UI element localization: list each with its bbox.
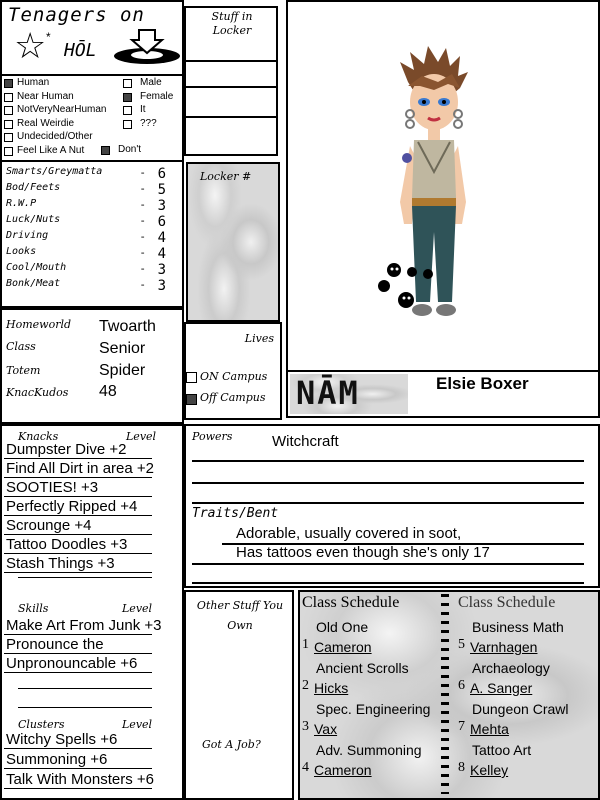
powers-line (192, 482, 584, 484)
powers-label: Powers (192, 430, 233, 443)
knack-item-underline (4, 496, 152, 497)
cluster-item: Talk With Monsters +6 (6, 771, 154, 788)
name-label: NĀM (296, 374, 360, 412)
species-label: Real Weirdie (17, 117, 75, 129)
off-campus-label: Off Campus (200, 391, 266, 404)
gender-label: It (140, 104, 146, 116)
stat-label: Luck/Nuts (6, 214, 61, 225)
small-star-icon: * (46, 30, 51, 44)
species-label: Near Human (17, 90, 74, 102)
skill-item-underline (4, 653, 152, 654)
stat-dash: - (139, 278, 146, 291)
knack-item-underline (4, 572, 152, 573)
knack-item-underline (4, 553, 152, 554)
stat-value: 5 (157, 182, 166, 198)
locker-line (186, 60, 276, 62)
off-campus-checkbox[interactable] (186, 394, 197, 405)
stat-value: 3 (157, 198, 166, 214)
gender-label: Don't (118, 144, 142, 155)
character-portrait (288, 2, 598, 370)
schedule-professor: Cameron (314, 639, 372, 655)
knack-item: Perfectly Ripped +4 (6, 498, 138, 515)
locker-label: Locker # (200, 170, 252, 183)
stat-row (6, 214, 166, 230)
stat-value: 4 (157, 246, 166, 262)
species-checkbox[interactable] (4, 106, 13, 115)
species-checkbox[interactable] (4, 147, 13, 156)
schedule-course: Old One (316, 619, 369, 635)
knack-item: Scrounge +4 (6, 517, 92, 534)
class-label: Class (6, 340, 36, 353)
stat-row (6, 198, 166, 214)
species-checkbox[interactable] (4, 93, 13, 102)
skill-item: Make Art From Junk +3 (6, 617, 162, 634)
stat-row (6, 166, 166, 182)
stat-value: 3 (157, 278, 166, 294)
stat-row (6, 246, 166, 262)
powers-line (192, 502, 584, 504)
schedule-course: Tattoo Art (472, 742, 532, 758)
job-label: Got A Job? (202, 738, 261, 751)
traits-underline (192, 582, 584, 584)
stat-dash: - (139, 166, 146, 179)
skill-blank-line (18, 707, 152, 708)
species-label: Feel Like A Nut (17, 145, 85, 156)
portrait-box (286, 0, 600, 372)
name-box (286, 370, 600, 418)
totem-label: Totem (6, 364, 41, 377)
gender-checkbox[interactable] (123, 106, 132, 115)
stat-value: 4 (157, 230, 166, 246)
schedule-course: Spec. Engineering (316, 701, 431, 717)
stat-label: R.W.P (6, 198, 37, 209)
knack-item: Stash Things +3 (6, 555, 115, 572)
schedule-professor: A. Sanger (470, 680, 533, 696)
traits-line1: Adorable, usually covered in soot, (236, 525, 462, 542)
cluster-item-underline (4, 748, 152, 749)
schedule-professor: Vax (314, 721, 338, 737)
totem-value: Spider (99, 362, 146, 379)
species-checkbox[interactable] (4, 79, 13, 88)
other-stuff-label: Other Stuff You Own (196, 599, 284, 632)
knack-item-underline (4, 458, 152, 459)
gender-checkbox[interactable] (123, 120, 132, 129)
knack-item-underline (4, 515, 152, 516)
gender-label: Female (140, 90, 174, 102)
stuff-in-locker-label: Stuff in Locker (211, 10, 253, 37)
species-checkbox[interactable] (4, 120, 13, 129)
stat-label: Driving (6, 230, 49, 241)
knack-item: SOOTIES! +3 (6, 479, 99, 496)
other-stuff-box (184, 590, 294, 800)
title-line2: HŌL (64, 40, 97, 61)
schedule-course: Archaeology (472, 660, 550, 676)
skills-level-label: Level (122, 602, 153, 615)
stat-dash: - (139, 246, 146, 259)
traits-line2: Has tattoos even though she's only 17 (236, 544, 490, 561)
class-value: Senior (99, 340, 146, 357)
knack-item: Tattoo Doodles +3 (6, 536, 128, 553)
stat-value: 6 (157, 214, 166, 230)
stat-row (6, 262, 166, 278)
character-name: Elsie Boxer (436, 374, 529, 393)
schedule-professor: Mehta (470, 721, 509, 737)
species-checkbox[interactable] (4, 133, 13, 142)
knacks-label: Knacks (18, 430, 59, 443)
stat-label: Looks (6, 246, 37, 257)
schedule-course: Dungeon Crawl (472, 701, 569, 717)
schedule-heading-left: Class Schedule (302, 594, 400, 611)
clusters-level-label: Level (122, 718, 153, 731)
cluster-item-underline (4, 768, 152, 769)
knack-item-underline (4, 534, 152, 535)
stat-label: Smarts/Greymatta (6, 166, 103, 177)
schedule-divider (441, 594, 449, 794)
schedule-course: Business Math (472, 619, 564, 635)
gender-label: ??? (140, 117, 157, 129)
cluster-item-underline (4, 788, 152, 789)
clusters-label: Clusters (18, 718, 65, 731)
homeworld-value: Twoarth (99, 318, 156, 335)
powers-line (192, 460, 584, 462)
schedule-period: 3 (302, 719, 309, 734)
skill-item: Unpronouncable +6 (6, 655, 138, 672)
stat-dash: - (139, 214, 146, 227)
schedule-heading-right: Class Schedule (458, 594, 556, 611)
stat-value: 3 (157, 262, 166, 278)
stat-label: Bonk/Meat (6, 278, 61, 289)
schedule-professor: Varnhagen (470, 639, 538, 655)
stuff-in-locker-box (184, 6, 278, 156)
locker-line (186, 86, 276, 88)
title-line1: Tenagers on (8, 4, 145, 26)
gender-checkbox[interactable] (123, 93, 132, 102)
cluster-item: Witchy Spells +6 (6, 731, 118, 748)
stat-row (6, 182, 166, 198)
knack-item: Find All Dirt in area +2 (6, 460, 154, 477)
schedule-period: 6 (458, 678, 465, 693)
homeworld-label: Homeworld (6, 318, 72, 331)
stat-label: Cool/Mouth (6, 262, 67, 273)
knack-item-underline (4, 477, 152, 478)
knackudos-value: 48 (99, 383, 117, 400)
schedule-period: 5 (458, 637, 465, 652)
schedule-professor: Hicks (314, 680, 349, 696)
title-box (0, 0, 184, 76)
schedule-professor: Cameron (314, 762, 372, 778)
stat-dash: - (139, 182, 146, 195)
knackudos-label: KnacKudos (6, 386, 69, 399)
gender-checkbox[interactable] (101, 146, 110, 155)
hole-icon (112, 26, 182, 66)
skill-item-underline (4, 672, 152, 673)
on-campus-checkbox[interactable] (186, 372, 197, 383)
locker-box (186, 162, 280, 322)
knacks-level-label: Level (126, 430, 157, 443)
cluster-item: Summoning +6 (6, 751, 108, 768)
knack-blank-line (18, 577, 152, 578)
schedule-period: 2 (302, 678, 309, 693)
gender-label: Male (140, 77, 162, 88)
schedule-period: 7 (458, 719, 465, 734)
skill-blank-line (18, 688, 152, 689)
star-icon: ☆ (14, 25, 47, 66)
schedule-period: 8 (458, 760, 465, 775)
stat-row (6, 278, 166, 294)
traits-underline (192, 563, 584, 565)
species-label: Undecided/Other (17, 131, 93, 143)
species-label: Human (17, 77, 50, 88)
schedule-period: 4 (302, 760, 309, 775)
stat-row (6, 230, 166, 246)
species-label: NotVeryNearHuman (17, 104, 107, 116)
schedule-course: Ancient Scrolls (316, 660, 409, 676)
stat-dash: - (139, 262, 146, 275)
locker-line (186, 116, 276, 118)
knack-item: Dumpster Dive +2 (6, 441, 127, 458)
stat-value: 6 (157, 166, 166, 182)
gender-checkbox[interactable] (123, 79, 132, 88)
stat-dash: - (139, 230, 146, 243)
stat-label: Bod/Feets (6, 182, 61, 193)
skills-label: Skills (18, 602, 49, 615)
schedule-course: Adv. Summoning (316, 742, 422, 758)
lives-label: Lives (244, 332, 274, 345)
stat-dash: - (139, 198, 146, 211)
skill-item: Pronounce the (6, 636, 104, 653)
powers-value: Witchcraft (272, 433, 339, 450)
skill-item-underline (4, 634, 152, 635)
traits-label: Traits/Bent (192, 506, 279, 521)
schedule-period: 1 (302, 637, 309, 652)
schedule-professor: Kelley (470, 762, 509, 778)
on-campus-label: ON Campus (200, 370, 268, 383)
